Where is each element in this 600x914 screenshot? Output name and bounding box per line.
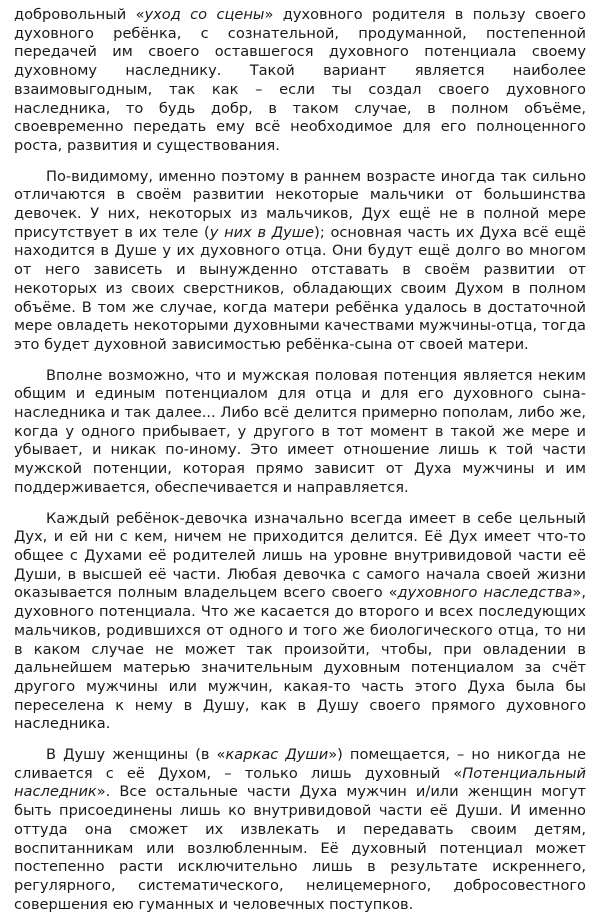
p5-text-3: ». Все остальные части Духа мужчин и/или женщин могут быть присоединены лишь ко внутривидовой части её Души. И именно оттуда она сможет их извлекать и передавать своим детям, воспитанникам или возлюбленным. Её духовный потенциал может постепенно расти исключительно лишь в результате искреннего, регулярного, систематического, нелицемерного, добросовестного совершения ею гуманных и человечных поступков. xyxy=(14,783,586,913)
p5-italic-2: Потенциальный наследник xyxy=(14,764,586,801)
paragraph-5 xyxy=(14,746,586,914)
p5-text-2: ») помещается, – но никогда не сливается с её Духом, – только лишь духовный « xyxy=(14,746,586,782)
p5-italic-1: каркас Души xyxy=(225,746,329,764)
p5-text-1: В Душу женщины (в « xyxy=(46,746,226,764)
p1-text-1: добровольный « xyxy=(14,6,145,23)
p4-text-2: », духовного потенциала. Что же касается до второго и всех последующих мальчиков, родившихся от одного и того же биологического отца, то ни в каком случае не может так произойти, чтобы, при овладении в дальнейшем матерью значительным духовным потенциалом за счёт другого мужчины или мужчин, какая-то часть этого Духа была бы переселена к нему в Душу, как в Душу своего прямого духовного наследника. xyxy=(14,584,586,733)
p1-text-2: » духовного родителя в пользу своего духовного ребёнка, с сознательной, продуманной, постепенной передачей им своего оставшегося духовного потенциала своему духовному наследнику. Такой вариант является наиболее взаимовыгодным, так как – если ты создал своего духовного наследника, то будь добр, в таком случае, в полном объёме, своевременно передать ему всё необходимое для его полноценного роста, развития и существования. xyxy=(14,6,586,154)
p4-text-1: Каждый ребёнок-девочка изначально всегда имеет в себе цельный Дух, и ей ни с кем, ничем не приходится делится. Её Дух имеет что-то общее с Духами её родителей лишь на уровне внутривидовой части её Души, в высшей её части. Любая девочка с самого начала своей жизни оказывается полным владельцем всего своего « xyxy=(14,509,586,602)
p2-text-1: По-видимому, именно поэтому в раннем возрасте иногда так сильно отличаются в своём развитии некоторые мальчики от большинства девочек. У них, некоторых из мальчиков, Дух ещё не в полной мере присутствует в их теле ( xyxy=(14,167,586,241)
p4-italic-1: духовного наследства xyxy=(397,584,573,602)
paragraph-4 xyxy=(14,510,586,734)
p3-text-1: Вполне возможно, что и мужская половая потенция является неким общим и единым потенциалом для отца и для его духовного сына-наследника и так далее... Либо всё делится примерно пополам, либо же, когда у одного прибывает, у другого в тот момент в такой же мере и убывает, и никак по-иному. Это имеет отношение лишь к той части мужской потенции, которая прямо зависит от Духа мужчины и им поддерживается, обеспечивается и направляется. xyxy=(14,366,586,496)
paragraph-3 xyxy=(14,367,586,498)
p2-italic-1: у них в Душе xyxy=(209,223,315,241)
p1-italic-1: уход со сцены xyxy=(144,6,265,23)
paragraph-1 xyxy=(14,6,586,156)
paragraph-2 xyxy=(14,168,586,355)
p2-text-2: ); основная часть их Духа всё ещё находится в Душе у их духовного отца. Они будут ещё долго во многом от него зависеть и вынужденно отставать в своём развитии от некоторых из своих сверстников, обладающих своим Духом в полном объёме. В том же случае, когда матери ребёнка удалось в достаточной мере овладеть некоторыми духовными качествами мужчины-отца, тогда это будет духовной зависимостью ребёнка-сына от своей матери. xyxy=(14,223,587,353)
